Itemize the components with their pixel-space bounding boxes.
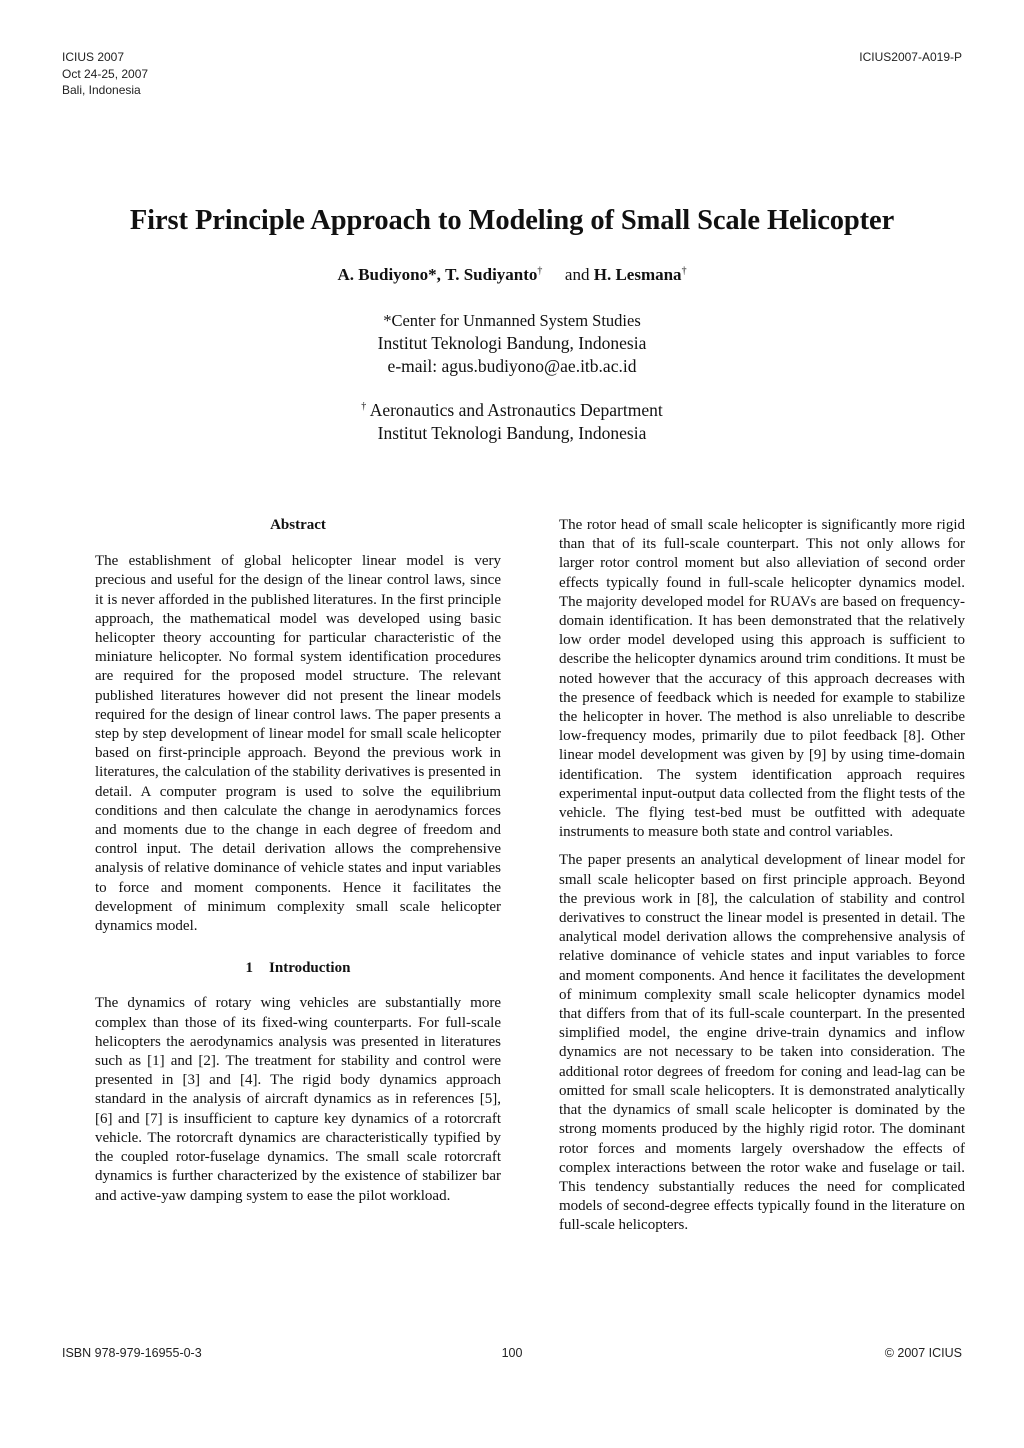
section-title: Introduction — [269, 960, 351, 977]
affiliation-institute-2: Institut Teknologi Bandung, Indonesia — [377, 423, 647, 443]
footer-copyright: © 2007 ICIUS — [884, 1346, 962, 1360]
affiliation-department: Aeronautics and Astronautics Department — [369, 400, 663, 420]
author-conjunction: and — [564, 265, 590, 284]
left-column — [95, 516, 501, 1206]
affiliation-dagger: † — [361, 401, 367, 413]
right-column — [559, 516, 965, 1236]
author-email: e-mail: agus.budiyono@ae.itb.ac.id — [387, 356, 637, 376]
author-line — [0, 264, 1024, 286]
intro-paragraph-1: The dynamics of rotary wing vehicles are substantially more complex than those of its fixed-wing counterparts. For full-scale helicopters the aerodynamics analysis was presented in literatures such as [1] and [2]. The treatment for stability and control were presented in [3] and [4]. The rigid body dynamics approach standard in the analysis of aircraft dynamics as in references [5], [6] and [7] is insufficient to capture key dynamics of a rotorcraft vehicle. The rotorcraft dynamics are characteristically typified by the coupled rotor-fuselage dynamics. The small scale rotorcraft dynamics is further characterized by the existence of stabilizer bar and active-yaw damping system to ease the pilot workload. — [95, 995, 501, 1204]
paper-title: First Principle Approach to Modeling of Small Scale Helicopter — [129, 205, 895, 236]
section-number: 1 — [245, 960, 254, 977]
page-number: 100 — [501, 1346, 523, 1360]
author-sudiyanto-mark: † — [537, 265, 543, 277]
paper-id: ICIUS2007-A019-P — [859, 50, 962, 64]
abstract-text: The establishment of global helicopter linear model is very precious and useful for the design of the linear control laws, since it is never afforded in the published literatures. In the first principle approach, the mathematical model was developed using basic helicopter theory accounting for particular characteristic of the miniature helicopter. No formal system identification procedures are required for the proposed model structure. The relevant published literatures however did not present the linear models required for the design of linear control laws. The paper presents a step by step development of linear model for small scale helicopter based on first-principle approach. Beyond the previous work in literatures, the calculation of the stability derivatives is presented in detail. A computer program is used to solve the equilibrium conditions and then calculate the change in aerodynamics forces and moments due to the change in each degree of freedom and control input. The detail derivation allows the comprehensive analysis of relative dominance of vehicle states and input variables to force and moment components. Hence it facilitates the development of minimum complexity small scale helicopter dynamics model. — [95, 553, 501, 935]
running-header-left — [62, 49, 148, 99]
intro-paragraph-2: The rotor head of small scale helicopter is significantly more rigid than that of its full-scale counterpart. This not only allows for larger rotor control moment but also alleviation of second order effects typically found in full-scale helicopter dynamics model. The majority developed model for RUAVs are based on frequency-domain identification. It has been demonstrated that the relatively low order model developed using this approach is sufficient to describe the helicopter dynamics around trim conditions. It must be noted however that the accuracy of this approach decreases with the presence of feedback which is needed for example to stabilize the helicopter in hover. The method is also unreliable to describe low-frequency modes, primarily due to pilot feedback [8]. Other linear model development was given by [9] by using time-domain identification. The system identification approach requires experimental input-output data collected from the flight tests of the vehicle. The flying test-bed must be outfitted with adequate instruments to measure both state and control variables. — [559, 517, 965, 841]
running-header-right — [859, 49, 962, 66]
author-sudiyanto: T. Sudiyanto — [445, 265, 538, 284]
introduction-heading — [95, 959, 501, 978]
abstract-heading: Abstract — [270, 517, 326, 533]
author-lesmana-mark: † — [681, 265, 687, 277]
author-budiyono: A. Budiyono*, — [337, 265, 441, 284]
footer-isbn: ISBN 978-979-16955-0-3 — [62, 1346, 202, 1360]
affiliation-institute: Institut Teknologi Bandung, Indonesia — [377, 333, 647, 353]
conference-location: Bali, Indonesia — [62, 83, 141, 97]
intro-paragraph-3: The paper presents an analytical development of linear model for small scale helicopter based on first principle approach. Beyond the previous work in [8], the calculation of stability and control derivatives to construct the linear model is presented in detail. The analytical model derivation allows the comprehensive analysis of relative dominance of vehicle states and input variables to force and moment components. And hence it facilitates the development of minimum complexity small scale helicopter dynamics model that differs from that of its full-scale counterpart. In the presented simplified model, the engine drive-train dynamics and inflow dynamics are not necessary to be taken into consideration. The additional rotor degrees of freedom for coning and lead-lag can be omitted for small scale helicopters. It is demonstrated analytically that the dynamics of small scale helicopter is dominated by the strong moments produced by the highly rigid rotor. The dominant rotor forces and moments largely overshadow the effects of complex interactions between the rotor wake and fuselage or tail. This tendency substantially reduces the need for complicated models of second-degree effects typically found in the literature on full-scale helicopters. — [559, 852, 965, 1234]
conference-name: ICIUS 2007 — [62, 50, 125, 64]
author-lesmana: H. Lesmana — [593, 265, 682, 284]
affiliation-center: *Center for Unmanned System Studies — [383, 311, 641, 330]
conference-dates: Oct 24-25, 2007 — [62, 66, 149, 81]
affiliation-secondary — [0, 399, 1024, 445]
affiliation-primary — [0, 309, 1024, 378]
